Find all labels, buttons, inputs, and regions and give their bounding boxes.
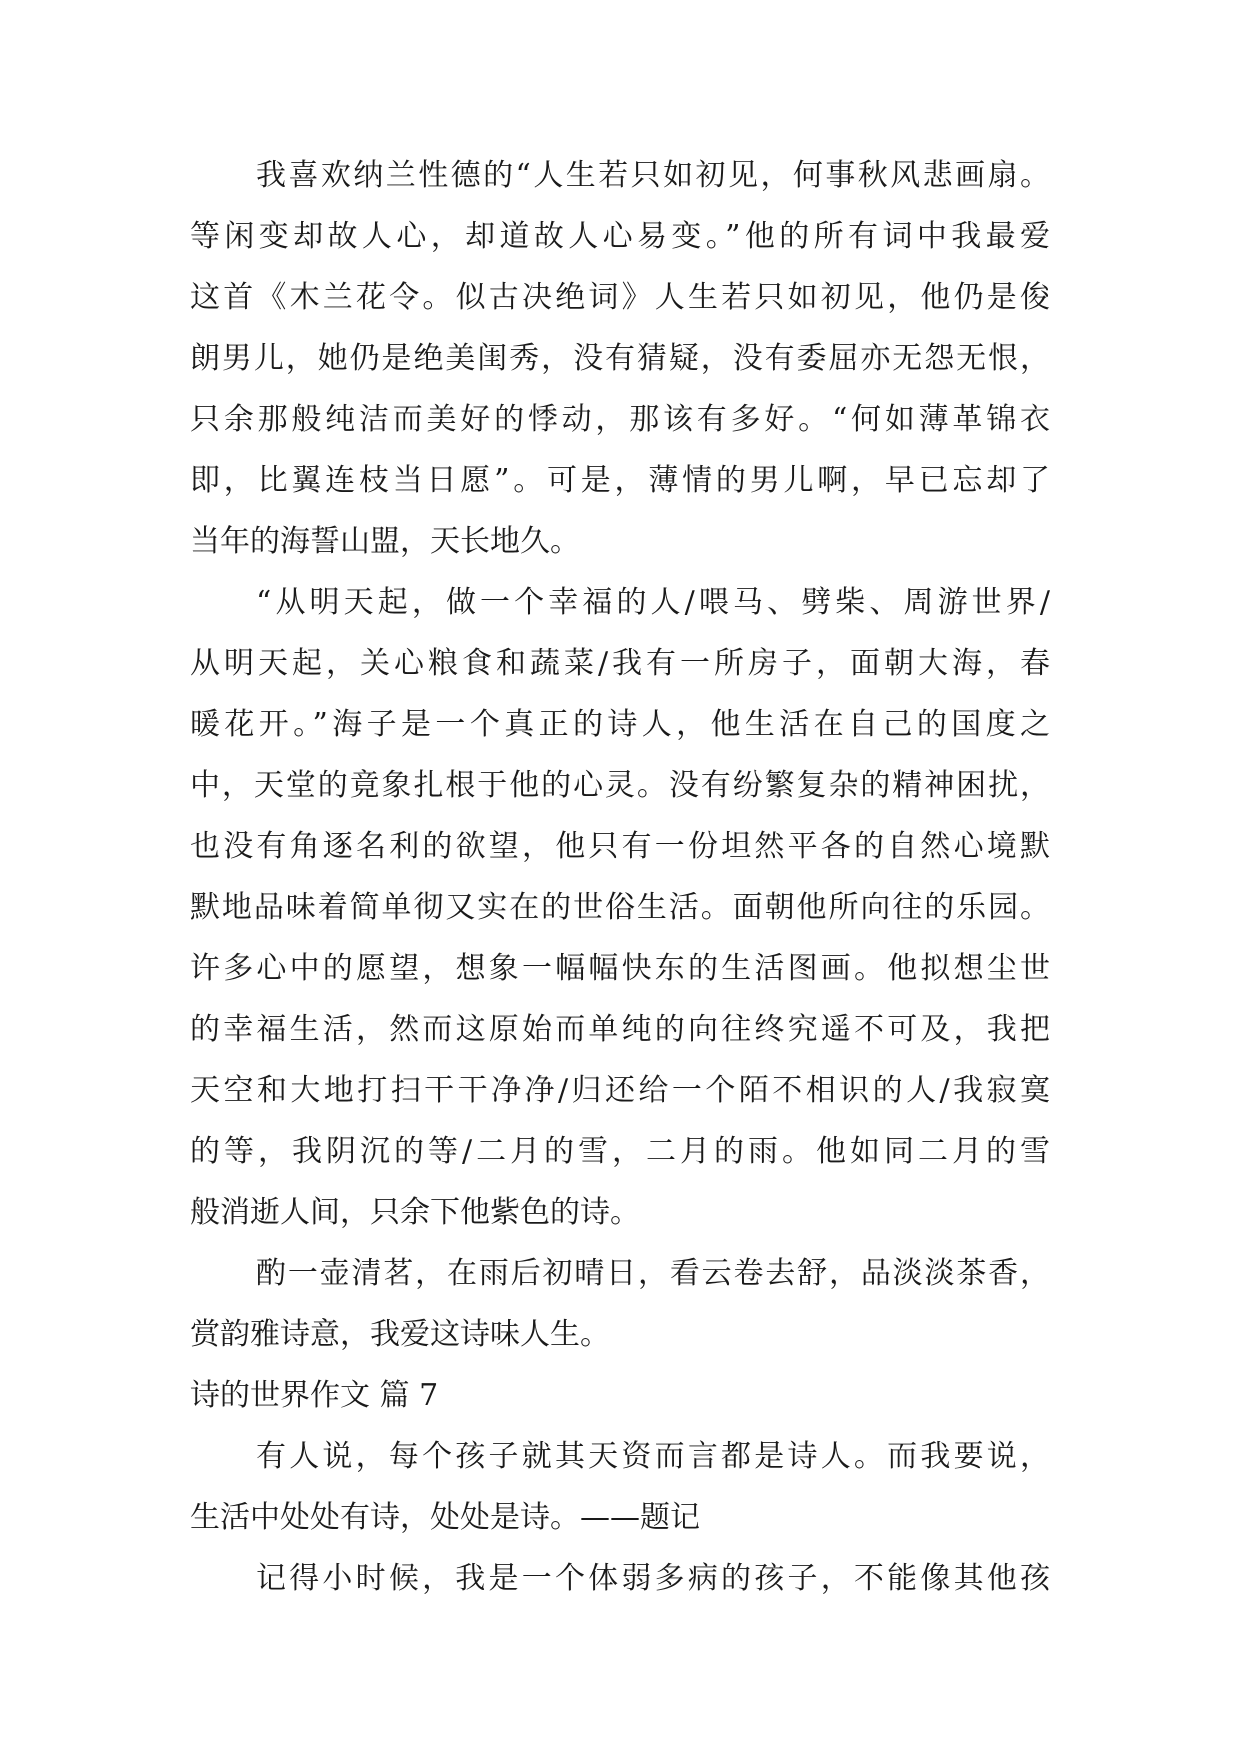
- paragraph-line: 即，比翼连枝当日愿”。可是，薄情的男儿啊，早已忘却了: [190, 463, 1050, 498]
- paragraph-line: 朗男儿，她仍是绝美闺秀，没有猜疑，没有委屈亦无怨无恨，: [190, 341, 1050, 376]
- paragraph-line: “从明天起，做一个幸福的人/喂马、劈柴、周游世界/: [256, 585, 1050, 620]
- paragraph-line: 记得小时候，我是一个体弱多病的孩子，不能像其他孩: [256, 1561, 1050, 1596]
- paragraph-line: 中，天堂的竟象扎根于他的心灵。没有纷繁复杂的精神困扰，: [190, 768, 1050, 803]
- paragraph-line: 许多心中的愿望，想象一幅幅快东的生活图画。他拟想尘世: [190, 951, 1050, 986]
- paragraph-line: 酌一壶清茗，在雨后初晴日，看云卷去舒，品淡淡茶香，: [256, 1256, 1050, 1291]
- paragraph-line: 也没有角逐名利的欲望，他只有一份坦然平各的自然心境默: [190, 829, 1050, 864]
- paragraph-line: 当年的海誓山盟，天长地久。: [190, 524, 580, 559]
- paragraph-line: 等闲变却故人心，却道故人心易变。”他的所有词中我最爱: [190, 219, 1050, 254]
- paragraph-line: 有人说，每个孩子就其天资而言都是诗人。而我要说，: [256, 1439, 1050, 1474]
- paragraph-line: 生活中处处有诗，处处是诗。——题记: [190, 1500, 700, 1535]
- paragraph-line: 赏韵雅诗意，我爱这诗味人生。: [190, 1317, 610, 1352]
- paragraph-line: 的等，我阴沉的等/二月的雪，二月的雨。他如同二月的雪: [190, 1134, 1050, 1169]
- paragraph-line: 从明天起，关心粮食和蔬菜/我有一所房子，面朝大海，春: [190, 646, 1050, 681]
- paragraph-line: 默地品味着简单彻又实在的世俗生活。面朝他所向往的乐园。: [190, 890, 1050, 925]
- paragraph-line: 天空和大地打扫干干净净/归还给一个陌不相识的人/我寂寞: [190, 1073, 1050, 1108]
- paragraph-line: 只余那般纯洁而美好的悸动，那该有多好。“何如薄革锦衣: [190, 402, 1050, 437]
- paragraph-line: 的幸福生活，然而这原始而单纯的向往终究遥不可及，我把: [190, 1012, 1050, 1047]
- section-heading: 诗的世界作文 篇 7: [190, 1378, 439, 1413]
- paragraph-line: 般消逝人间，只余下他紫色的诗。: [190, 1195, 640, 1230]
- paragraph-line: 这首《木兰花令。似古决绝词》人生若只如初见，他仍是俊: [190, 280, 1050, 315]
- paragraph-line: 暖花开。”海子是一个真正的诗人，他生活在自己的国度之: [190, 707, 1050, 742]
- paragraph-line: 我喜欢纳兰性德的“人生若只如初见，何事秋风悲画扇。: [256, 158, 1050, 193]
